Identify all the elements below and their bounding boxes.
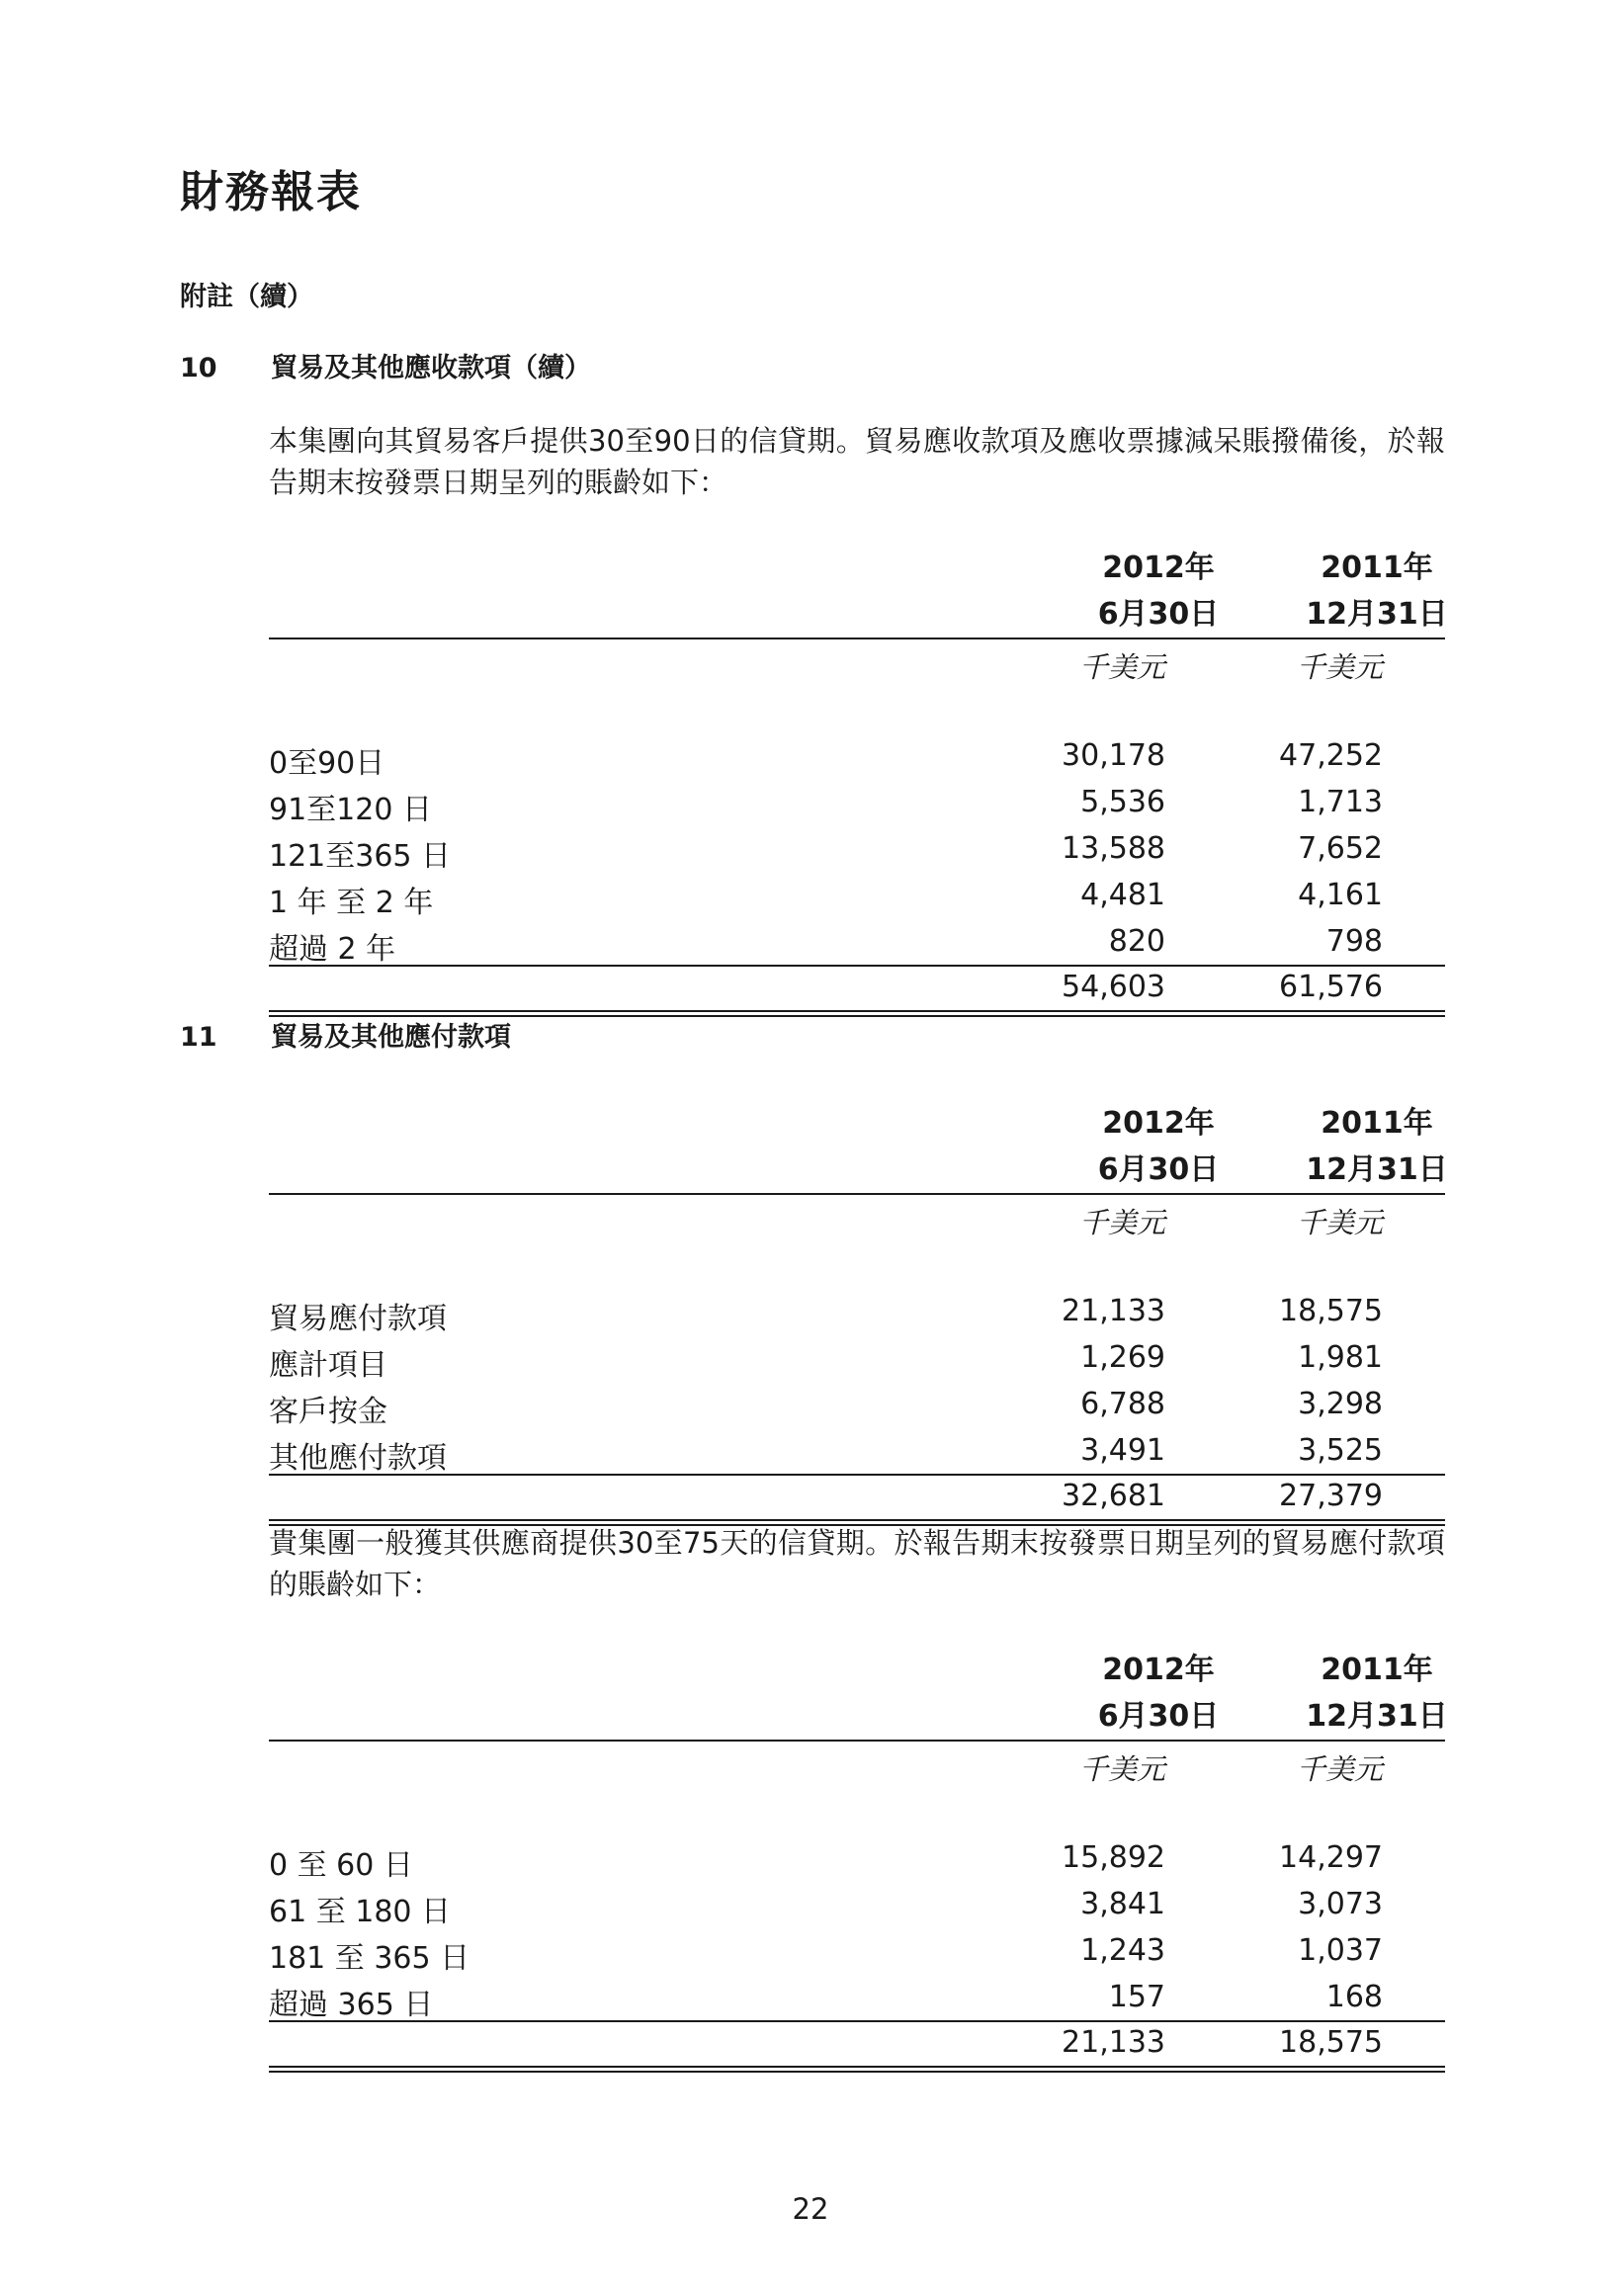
row-value-2012: 157	[1108, 1980, 1165, 2014]
row-label: 貿易應付款項	[269, 1302, 447, 1336]
unit-label: 千美元	[1296, 650, 1383, 684]
column-date: 12月31日	[1306, 1152, 1448, 1187]
row-value-2011: 7,652	[1298, 831, 1383, 866]
row-label: 91至120 日	[269, 793, 432, 827]
row-label: 超過 365 日	[269, 1988, 434, 2022]
column-year: 2012年	[1102, 551, 1215, 585]
total-value-2011: 61,576	[1279, 970, 1383, 1004]
row-value-2012: 21,133	[1062, 1294, 1165, 1328]
row-label: 181 至 365 日	[269, 1941, 470, 1976]
section-number: 10	[180, 353, 217, 383]
table-row	[269, 1881, 1445, 1927]
table-row	[269, 1288, 1445, 1334]
table-row	[269, 918, 1445, 965]
unit-row	[269, 639, 1445, 691]
row-value-2012: 4,481	[1080, 878, 1165, 912]
row-value-2011: 1,037	[1298, 1933, 1383, 1968]
row-value-2012: 6,788	[1080, 1387, 1165, 1421]
row-value-2011: 18,575	[1279, 1294, 1383, 1328]
total-value-2011: 18,575	[1279, 2025, 1383, 2060]
row-label: 121至365 日	[269, 839, 452, 874]
total-value-2012: 32,681	[1062, 1479, 1165, 1513]
section-title: 貿易及其他應收款項（續）	[271, 353, 591, 383]
column-date: 12月31日	[1306, 1699, 1448, 1734]
section-11-paragraph: 貴集團一般獲其供應商提供30至75天的信貸期。於報告期末按發票日期呈列的貿易應付款項的賬齡如下：	[269, 1526, 1445, 1601]
section-10-paragraph: 本集團向其貿易客戶提供30至90日的信貸期。貿易應收款項及應收票據減呆賬撥備後，於報告期末按發票日期呈列的賬齡如下：	[269, 424, 1445, 499]
row-value-2012: 3,841	[1080, 1887, 1165, 1921]
row-label: 其他應付款項	[269, 1441, 447, 1476]
row-value-2012: 13,588	[1062, 831, 1165, 866]
table-header	[269, 1100, 1448, 1193]
column-year: 2011年	[1321, 551, 1433, 585]
table-row	[269, 1834, 1445, 1881]
row-value-2012: 5,536	[1080, 785, 1165, 819]
receivables-aging-table	[269, 545, 1448, 1017]
row-label: 應計項目	[269, 1348, 387, 1383]
column-date: 6月30日	[1097, 1699, 1220, 1734]
column-date: 6月30日	[1097, 1152, 1220, 1187]
row-value-2011: 1,713	[1298, 785, 1383, 819]
unit-row	[269, 1742, 1445, 1793]
total-value-2011: 27,379	[1279, 1479, 1383, 1513]
row-value-2011: 798	[1325, 924, 1383, 959]
table-row	[269, 732, 1445, 779]
table-row	[269, 1334, 1445, 1381]
row-value-2011: 3,073	[1298, 1887, 1383, 1921]
row-label: 0 至 60 日	[269, 1848, 413, 1883]
section-number: 11	[180, 1022, 217, 1053]
unit-label: 千美元	[1078, 1206, 1165, 1239]
page-title: 財務報表	[180, 167, 362, 217]
payables-table	[269, 1100, 1448, 1526]
table-row	[269, 1974, 1445, 2020]
total-value-2012: 21,133	[1062, 2025, 1165, 2060]
unit-label: 千美元	[1296, 1206, 1383, 1239]
row-value-2012: 30,178	[1062, 738, 1165, 773]
unit-label: 千美元	[1296, 1752, 1383, 1786]
row-value-2011: 14,297	[1279, 1840, 1383, 1875]
row-value-2011: 3,298	[1298, 1387, 1383, 1421]
row-label: 1 年 至 2 年	[269, 886, 434, 920]
payables-aging-table	[269, 1647, 1448, 2073]
unit-label: 千美元	[1078, 650, 1165, 684]
table-row	[269, 779, 1445, 825]
column-year: 2011年	[1321, 1106, 1433, 1141]
total-row	[269, 967, 1445, 1010]
column-header-2012	[1050, 545, 1267, 638]
column-header-2011	[1268, 1647, 1486, 1740]
column-header-2011	[1268, 545, 1486, 638]
row-label: 客戶按金	[269, 1395, 387, 1429]
table-row	[269, 872, 1445, 918]
row-value-2012: 15,892	[1062, 1840, 1165, 1875]
row-value-2011: 168	[1325, 1980, 1383, 2014]
column-date: 6月30日	[1097, 597, 1220, 632]
column-year: 2012年	[1102, 1106, 1215, 1141]
total-value-2012: 54,603	[1062, 970, 1165, 1004]
section-11-heading	[180, 1015, 511, 1054]
table-header	[269, 1647, 1448, 1740]
table-row	[269, 825, 1445, 872]
row-value-2011: 47,252	[1279, 738, 1383, 773]
table-row	[269, 1427, 1445, 1474]
row-label: 0至90日	[269, 746, 385, 781]
row-value-2011: 4,161	[1298, 878, 1383, 912]
page-number: 22	[792, 2192, 829, 2226]
row-value-2011: 3,525	[1298, 1433, 1383, 1468]
total-row	[269, 2022, 1445, 2066]
table-row	[269, 1381, 1445, 1427]
section-title: 貿易及其他應付款項	[271, 1022, 511, 1053]
column-header-2011	[1268, 1100, 1486, 1193]
column-year: 2012年	[1102, 1653, 1215, 1687]
total-row	[269, 1476, 1445, 1519]
row-value-2012: 1,269	[1080, 1340, 1165, 1375]
row-value-2011: 1,981	[1298, 1340, 1383, 1375]
table-row	[269, 1927, 1445, 1974]
column-header-2012	[1050, 1100, 1267, 1193]
unit-label: 千美元	[1078, 1752, 1165, 1786]
section-10-heading	[180, 346, 591, 384]
row-value-2012: 3,491	[1080, 1433, 1165, 1468]
row-value-2012: 1,243	[1080, 1933, 1165, 1968]
unit-row	[269, 1195, 1445, 1246]
row-label: 超過 2 年	[269, 932, 396, 967]
row-label: 61 至 180 日	[269, 1895, 452, 1929]
column-year: 2011年	[1321, 1653, 1433, 1687]
total-double-rule	[269, 2066, 1445, 2073]
table-header	[269, 545, 1448, 638]
row-value-2012: 820	[1108, 924, 1165, 959]
column-header-2012	[1050, 1647, 1267, 1740]
column-date: 12月31日	[1306, 597, 1448, 632]
notes-subtitle: 附註（續）	[180, 282, 313, 312]
